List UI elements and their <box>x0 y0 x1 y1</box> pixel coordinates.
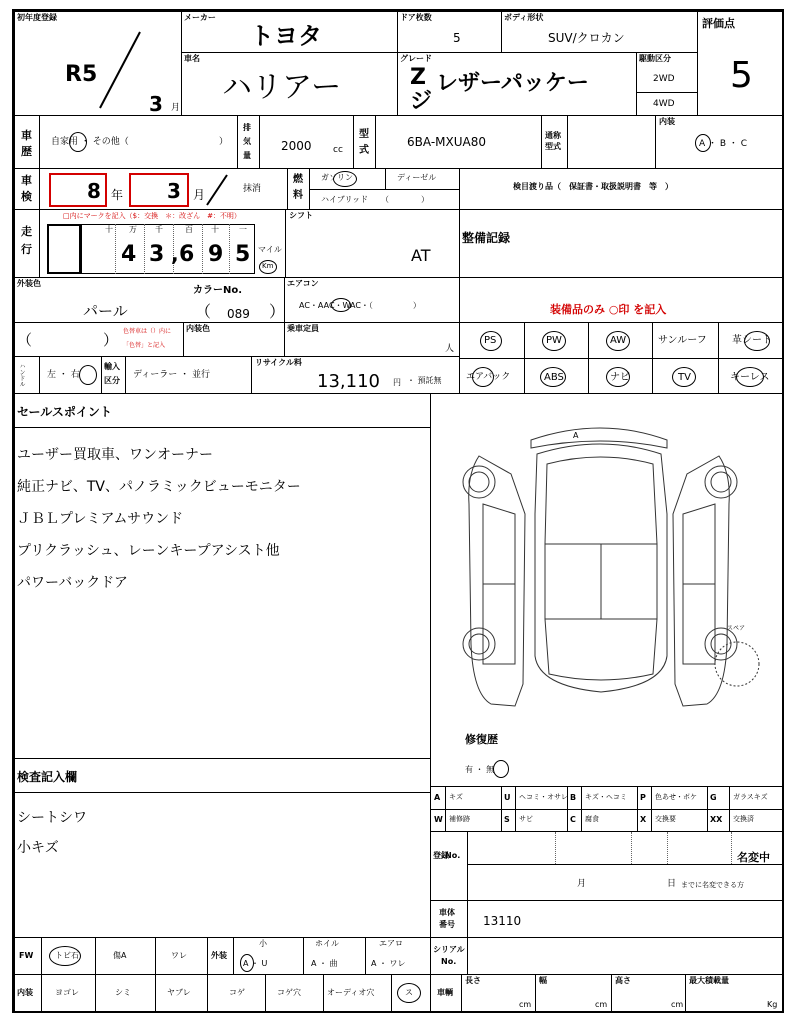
equip-sunroof: サンルーフ <box>658 335 707 346</box>
fuel-diesel: ディーゼル <box>397 173 437 182</box>
int-stain: シミ <box>115 988 131 997</box>
aero-value: A ・ ワレ <box>371 959 406 968</box>
equip-tv-circle <box>672 367 696 387</box>
history-row <box>14 115 784 169</box>
equip-leather: 革シート <box>732 335 772 346</box>
sales-point-4: プリクラッシュ、レーンキープアシスト他 <box>17 543 280 559</box>
recycle-label: リサイクル料 <box>255 358 302 367</box>
interior-grade-circle <box>695 134 711 152</box>
first-registration-era: R5 <box>65 62 98 87</box>
sales-point-1: ユーザー買取車、ワンオーナー <box>17 447 213 463</box>
fw-stone-chip-circle <box>49 946 81 966</box>
equipment-title: 装備品のみ ○印 を記入 <box>550 303 667 316</box>
sales-box <box>14 393 431 759</box>
max-load-kg: Kg <box>767 1000 778 1009</box>
int-su: ス <box>405 988 413 997</box>
maker-value: トヨタ <box>250 22 322 50</box>
paint-paren-close: ） <box>103 331 119 349</box>
wheel-label: ホイル <box>315 939 339 948</box>
documents-value: 検目渡り品（ 保証書・取扱説明書 等 ） <box>513 182 673 191</box>
fuel-hybrid: ハイブリッド <box>321 195 369 204</box>
inspection-notes-box <box>14 758 431 938</box>
paint-note-2: 「色替」と記入 <box>123 342 166 349</box>
shaken-year-box <box>49 173 107 207</box>
fuel-gasoline: ガソリン <box>321 173 353 182</box>
vin-label-2: 番号 <box>439 920 455 929</box>
inspection-note-2: 小キズ <box>17 840 59 856</box>
mileage-digit-3: 6 <box>179 242 195 267</box>
color-number-open: （ <box>195 302 212 321</box>
first-registration-label: 初年度登録 <box>17 13 57 22</box>
fw-crack: ワレ <box>171 951 187 960</box>
erase-label: 抹消 <box>243 184 262 194</box>
serial-label-1: シリアル <box>433 945 465 954</box>
model-label-1: 型 <box>359 129 369 140</box>
equip-aw: AW <box>610 335 627 346</box>
interior-grade-label: 内装 <box>659 117 675 126</box>
paint-note-1: 色替車は（）内に <box>123 328 172 335</box>
equip-abs-circle <box>540 367 566 387</box>
legend-code: S <box>504 815 510 824</box>
legend-description: 交換要 <box>655 815 676 823</box>
legend-code: A <box>434 793 441 802</box>
unit-ten: 十 <box>211 225 219 234</box>
equip-aw-circle <box>606 331 630 351</box>
vehicle-label: 車輌 <box>437 988 453 997</box>
shaken-label-1: 車 <box>21 174 32 187</box>
shift-value: AT <box>411 246 431 265</box>
mileage-label-2: 行 <box>21 243 32 256</box>
unit-ten-thousand-hundred: 十 <box>105 225 113 234</box>
score-label: 評価点 <box>702 17 735 30</box>
serial-label-2: No. <box>441 957 457 966</box>
registration-label-1: 登録 <box>433 851 449 860</box>
legend-code: XX <box>710 815 723 824</box>
model-label-2: 式 <box>359 145 369 156</box>
unit-thousand: 千 <box>155 225 163 234</box>
mileage-comma: , <box>171 242 179 266</box>
displacement-label-1: 排 <box>243 123 251 132</box>
max-load-label: 最大積載量 <box>689 976 729 985</box>
legend-code: P <box>640 793 646 802</box>
score-value: 5 <box>730 55 753 96</box>
equip-pw: PW <box>546 335 562 346</box>
small-label: 小 <box>259 939 267 948</box>
registration-day: 日 <box>667 879 677 889</box>
common-model-label-2: 型式 <box>545 142 561 151</box>
height-label: 高さ <box>615 976 631 985</box>
drive-4wd: 4WD <box>653 99 675 109</box>
color-number-value: 089 <box>227 307 250 321</box>
wheel-value: A ・ 曲 <box>311 959 338 968</box>
aero-label: エアロ <box>379 939 403 948</box>
width-cm: cm <box>595 1000 608 1009</box>
auction-sheet <box>12 9 784 1013</box>
shaken-month-box <box>129 173 189 207</box>
legend-description: 補修跡 <box>449 815 470 823</box>
interior-color-label: 内装色 <box>186 324 210 333</box>
import-label-2: 区分 <box>104 376 120 385</box>
unit-hundred: 百 <box>185 225 193 234</box>
equip-keyless-circle <box>736 367 764 387</box>
equip-airbag: エアバック <box>466 372 511 382</box>
import-label-1: 輸入 <box>104 362 120 371</box>
seats-label: 乗車定員 <box>287 324 319 333</box>
diagram-box <box>430 393 784 787</box>
int-tear: ヤブレ <box>167 988 191 997</box>
dimensions-box <box>430 974 784 1013</box>
usage-close-paren: ） <box>219 137 229 147</box>
mile-unit: マイル <box>258 245 282 254</box>
int-audio-hole: オーディオ穴 <box>327 988 375 997</box>
mileage-digit-1: 4 <box>121 242 137 267</box>
color-number-label: カラーNo. <box>193 285 243 296</box>
spare-label: スペア <box>727 625 746 632</box>
doors-value: 5 <box>453 31 461 45</box>
doors-label: ドア枚数 <box>400 13 432 22</box>
sales-point-5: パワーバックドア <box>17 575 128 591</box>
legend-description: ヘコミ・オサレ <box>519 793 568 801</box>
exterior-color-label: 外装色 <box>17 279 41 288</box>
name-change-label: 名変中 <box>737 851 770 864</box>
equip-tv: TV <box>678 372 691 383</box>
mileage-row <box>14 209 460 278</box>
seats-box <box>284 322 460 357</box>
unit-one: 一 <box>239 225 247 234</box>
fw-scratch-a: 傷A <box>113 951 127 960</box>
repair-history-label: 修復歴 <box>465 733 498 746</box>
interior-color-box <box>183 322 285 357</box>
interior-grade-value: A ・ B ・ C <box>699 139 748 149</box>
displacement-value: 2000 <box>281 139 312 153</box>
legend-description: ガラスキズ <box>733 793 768 801</box>
slash-mark-2 <box>201 173 231 207</box>
fuel-label-1: 燃 <box>293 174 303 185</box>
legend-description: キズ <box>449 793 463 801</box>
equip-ps: PS <box>484 335 497 346</box>
legend-code: C <box>570 815 576 824</box>
legend-code: X <box>640 815 647 824</box>
color-row <box>14 277 285 323</box>
length-label: 長さ <box>465 976 481 985</box>
registration-month: 月 <box>577 879 587 889</box>
legend-description: 交換済 <box>733 815 754 823</box>
legend-description: キズ・ヘコミ <box>585 793 627 801</box>
equipment-title-box <box>459 277 784 323</box>
grade-name: レザーパッケー <box>436 71 589 96</box>
body-box <box>501 11 698 53</box>
grade-z: Z <box>410 65 426 90</box>
legend-code: G <box>710 793 717 802</box>
paint-change-box <box>14 322 184 357</box>
legend-code: B <box>570 793 577 802</box>
int-su-circle <box>397 983 421 1003</box>
km-unit: Km <box>262 262 274 270</box>
repair-history-circle <box>493 760 509 778</box>
mileage-mark-box <box>47 224 81 274</box>
model-value: 6BA-MXUA80 <box>407 135 486 149</box>
yen-unit: 円 <box>393 378 401 387</box>
maker-label: メーカー <box>184 13 216 22</box>
fuel-gasoline-circle <box>333 171 357 187</box>
aircon-value: AC・AAC・WAC・（ ） <box>299 301 421 310</box>
slash-mark <box>95 30 145 110</box>
handle-label: ハンドル <box>18 363 25 387</box>
mileage-label-1: 走 <box>21 225 32 238</box>
vin-value: 13110 <box>483 914 522 928</box>
seats-unit: 人 <box>445 344 455 354</box>
equip-abs: ABS <box>544 372 564 383</box>
fw-stone-chip: トビ石 <box>55 951 79 960</box>
score-box <box>697 11 784 116</box>
drive-2wd: 2WD <box>653 74 675 84</box>
history-label-2: 歴 <box>21 145 32 158</box>
cc-unit: cc <box>333 145 343 155</box>
car-name-label: 車名 <box>184 54 200 63</box>
doors-box <box>397 11 502 53</box>
equip-navi: ナビ <box>610 372 630 383</box>
maker-box <box>181 11 398 53</box>
usage-circle-mark <box>69 132 87 152</box>
small-circle <box>240 954 254 972</box>
displacement-label-3: 量 <box>243 151 251 160</box>
body-label: ボディ形状 <box>504 13 544 22</box>
legend-code: U <box>504 793 511 802</box>
legend-code: W <box>434 815 443 824</box>
bottom-row-1 <box>14 937 431 975</box>
maintenance-label: 整備記録 <box>462 231 511 245</box>
equip-pw-circle <box>542 331 566 351</box>
int-burn: コゲ <box>229 988 245 997</box>
sales-title: セールスポイント <box>17 405 112 419</box>
first-registration-box <box>14 11 182 116</box>
fuel-label-2: 料 <box>293 190 303 201</box>
shaken-month: 3 <box>167 179 181 203</box>
legend-description: サビ <box>519 815 533 823</box>
recycle-value: 13,110 <box>317 371 380 392</box>
fw-label: FW <box>19 951 34 960</box>
car-body-diagram <box>431 394 783 786</box>
int-dirt: ヨゴレ <box>55 988 79 997</box>
inspection-notes-title: 検査記入欄 <box>17 770 78 784</box>
mileage-digit-2: 3 <box>149 242 165 267</box>
serial-box <box>430 937 784 975</box>
diagram-label-a: A <box>573 431 579 440</box>
aircon-circle <box>331 298 351 312</box>
registration-label-2: No. <box>445 851 461 860</box>
int-burn-hole: コゲ穴 <box>277 988 301 997</box>
grade-box <box>397 52 637 116</box>
month-unit: 月 <box>171 103 181 113</box>
repair-history-value: 有 ・ 無 <box>465 765 495 774</box>
handle-circle <box>79 365 97 385</box>
usage-value: 自家用 ・ その他（ <box>51 137 129 147</box>
height-cm: cm <box>671 1000 684 1009</box>
equipment-grid <box>459 322 784 394</box>
mileage-digit-4: 9 <box>208 242 224 267</box>
shaken-year-unit: 年 <box>111 188 124 202</box>
history-label-1: 車 <box>21 129 32 142</box>
inspection-row <box>14 168 784 210</box>
handle-row <box>14 356 460 394</box>
registration-box <box>430 831 784 901</box>
legend-description: 色あせ・ボケ <box>655 793 697 801</box>
inspection-note-1: シートシワ <box>17 810 87 826</box>
displacement-label-2: 気 <box>243 137 251 146</box>
equip-navi-circle <box>606 367 630 387</box>
mileage-note: □内にマークを記入（$：交換 ＊：改ざん #：不明） <box>63 212 241 220</box>
maintenance-box <box>459 209 784 278</box>
equip-airbag-circle <box>472 367 494 387</box>
shaken-label-2: 検 <box>21 190 32 203</box>
color-number-close: ） <box>269 302 286 321</box>
aircon-box <box>284 277 460 323</box>
small-value: A ・ U <box>243 959 268 968</box>
first-registration-month: 3 <box>149 92 163 116</box>
exterior-label: 外装 <box>211 951 227 960</box>
grade-label: グレード <box>400 54 432 63</box>
aircon-label: エアコン <box>287 279 319 288</box>
drive-label: 駆動区分 <box>639 54 671 63</box>
body-value: SUV/クロカン <box>548 31 625 45</box>
registration-deadline: までに名変できる方 <box>681 881 744 889</box>
unit-man: 万 <box>129 225 137 234</box>
shaken-year: 8 <box>87 179 101 203</box>
drive-box <box>636 52 698 116</box>
equip-leather-circle <box>744 331 770 351</box>
equip-ps-circle <box>480 331 502 351</box>
car-name-value: ハリアー <box>222 70 342 105</box>
length-cm: cm <box>519 1000 532 1009</box>
shift-label: シフト <box>289 211 313 220</box>
bottom-row-2 <box>14 974 431 1013</box>
paint-paren-open: （ <box>17 331 33 349</box>
shaken-month-unit: 月 <box>193 188 206 202</box>
damage-legend <box>430 786 784 832</box>
width-label: 幅 <box>539 976 547 985</box>
import-value: ディーラー ・ 並行 <box>133 370 211 380</box>
mileage-digit-5: 5 <box>235 242 251 267</box>
common-model-label-1: 通称 <box>545 131 561 140</box>
handle-value: 左 ・ 右 <box>47 370 80 380</box>
exterior-color-value: パール <box>83 302 128 320</box>
car-name-box <box>181 52 398 116</box>
vin-label-1: 車体 <box>439 908 455 917</box>
grade-ji: ジ <box>410 89 433 114</box>
fuel-hybrid-paren: （ ） <box>381 195 429 204</box>
sales-point-3: ＪＢＬプレミアムサウンド <box>17 511 184 527</box>
equip-keyless: キーレス <box>730 372 770 383</box>
vin-box <box>430 900 784 938</box>
sales-point-2: 純正ナビ、TV、パノラミックビューモニター <box>17 479 301 495</box>
legend-description: 腐食 <box>585 815 599 823</box>
interior-label: 内装 <box>17 988 33 997</box>
deposit-value: ・ 預託無 <box>407 376 442 385</box>
